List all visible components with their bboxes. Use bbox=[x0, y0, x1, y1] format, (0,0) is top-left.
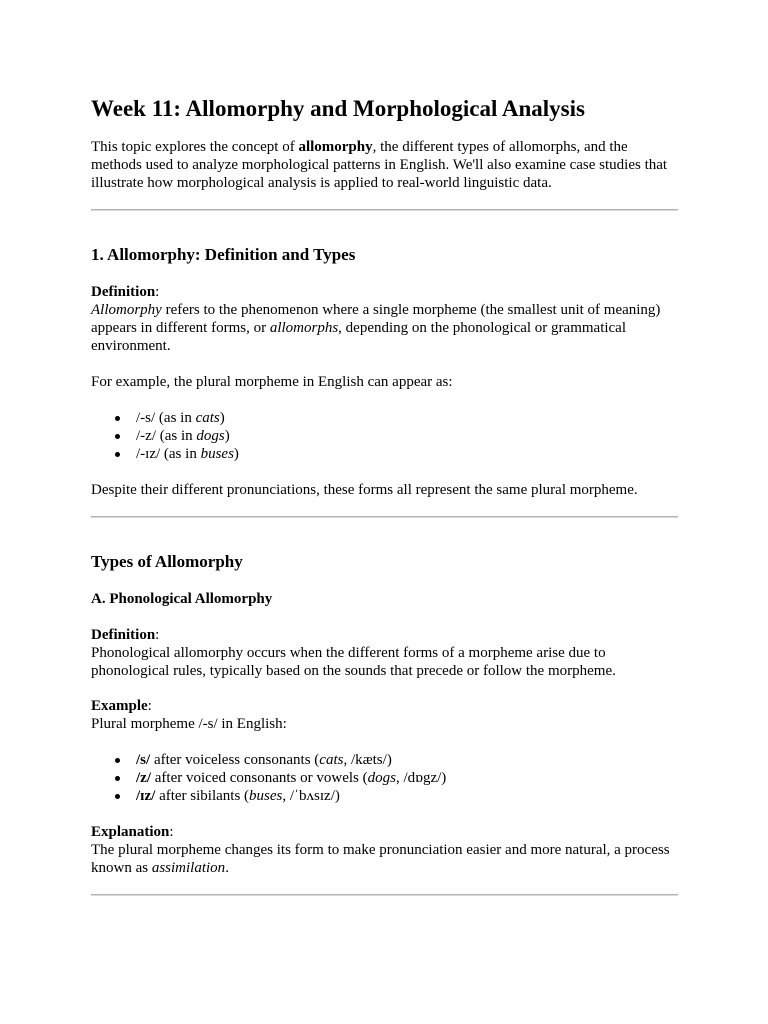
summary-paragraph: Despite their different pronunciations, these forms all represent the same plural morpheme. bbox=[91, 482, 638, 498]
allomorph-example-word: cats bbox=[319, 752, 344, 768]
subheading-phonological: A. Phonological Allomorphy bbox=[91, 591, 273, 607]
phonological-definition bbox=[91, 626, 679, 680]
plural-form-text: /-z/ (as in bbox=[136, 428, 197, 444]
allomorph-example-word: buses bbox=[249, 788, 283, 804]
list-item bbox=[115, 787, 446, 805]
explanation-colon: : bbox=[169, 824, 174, 840]
list-item bbox=[115, 769, 446, 787]
explanation-paragraph bbox=[91, 823, 679, 877]
intro-term-allomorphy: allomorphy bbox=[298, 139, 373, 155]
definition-text-1: refers to the phenomenon where a single morpheme (the smallest unit of meaning) appears in different forms, or bbox=[91, 302, 661, 336]
plural-form-close: ) bbox=[233, 446, 239, 462]
section-divider-1 bbox=[91, 209, 678, 211]
list-item bbox=[115, 445, 239, 463]
plural-form-close: ) bbox=[219, 410, 225, 426]
allomorph-ipa: , /kæts/) bbox=[343, 752, 392, 768]
plural-form-close: ) bbox=[224, 428, 230, 444]
section-divider-3 bbox=[91, 894, 678, 896]
definition-text-2: , depending on the phonological or grammatical environment. bbox=[91, 320, 627, 354]
intro-text-post: , the different types of allomorphs, and the methods used to analyze morphological patterns in English. We'll also examine case studies that illustrate how morphological analysis is applied to real-world linguistic data. bbox=[91, 139, 668, 191]
definition-label: Definition bbox=[91, 284, 156, 300]
explanation-text: The plural morpheme changes its form to make pronunciation easier and more natural, a process known as bbox=[91, 842, 670, 876]
intro-paragraph bbox=[91, 138, 679, 192]
plural-example-word: dogs bbox=[196, 428, 225, 444]
allomorph-symbol: /s/ bbox=[136, 752, 151, 768]
phonological-definition-text: Phonological allomorphy occurs when the different forms of a morpheme arise due to phonological rules, typically based on the sounds that precede or follow the morpheme. bbox=[91, 645, 616, 679]
example-paragraph bbox=[91, 697, 679, 733]
allomorph-ipa: , /ˈbʌsɪz/) bbox=[282, 788, 340, 804]
section-heading-allomorphy: 1. Allomorphy: Definition and Types bbox=[91, 245, 356, 264]
intro-text-pre: This topic explores the concept of bbox=[91, 139, 299, 155]
page-title: Week 11: Allomorphy and Morphological Analysis bbox=[91, 96, 585, 121]
explanation-end: . bbox=[225, 860, 229, 876]
allomorph-symbol: /ɪz/ bbox=[136, 788, 156, 804]
example-colon: : bbox=[147, 698, 152, 714]
list-item bbox=[115, 409, 239, 427]
definition-term-allomorphs: allomorphs bbox=[269, 320, 339, 336]
example-label: Example bbox=[91, 698, 148, 714]
definition-term: Allomorphy bbox=[91, 302, 162, 318]
plural-form-text: /-ɪz/ (as in bbox=[136, 446, 201, 462]
plural-form-text: /-s/ (as in bbox=[136, 410, 196, 426]
allomorph-description: after sibilants ( bbox=[155, 788, 250, 804]
allomorph-examples-list bbox=[115, 751, 446, 805]
allomorph-description: after voiced consonants or vowels ( bbox=[151, 770, 368, 786]
definition-label: Definition bbox=[91, 627, 156, 643]
explanation-term: assimilation bbox=[151, 860, 226, 876]
explanation-label: Explanation bbox=[91, 824, 170, 840]
allomorph-ipa: , /dɒgz/) bbox=[395, 770, 447, 786]
list-item bbox=[115, 751, 446, 769]
list-item bbox=[115, 427, 239, 445]
definition-colon: : bbox=[155, 627, 160, 643]
plural-example-word: buses bbox=[200, 446, 234, 462]
section-heading-types: Types of Allomorphy bbox=[91, 552, 243, 571]
plural-forms-list bbox=[115, 409, 239, 463]
section-divider-2 bbox=[91, 516, 678, 518]
definition-paragraph bbox=[91, 283, 679, 355]
allomorph-symbol: /z/ bbox=[136, 770, 151, 786]
definition-colon: : bbox=[155, 284, 160, 300]
example-text: Plural morpheme /-s/ in English: bbox=[91, 716, 287, 732]
plural-example-word: cats bbox=[195, 410, 220, 426]
example-intro: For example, the plural morpheme in English can appear as: bbox=[91, 374, 453, 390]
allomorph-description: after voiceless consonants ( bbox=[150, 752, 320, 768]
allomorph-example-word: dogs bbox=[367, 770, 396, 786]
